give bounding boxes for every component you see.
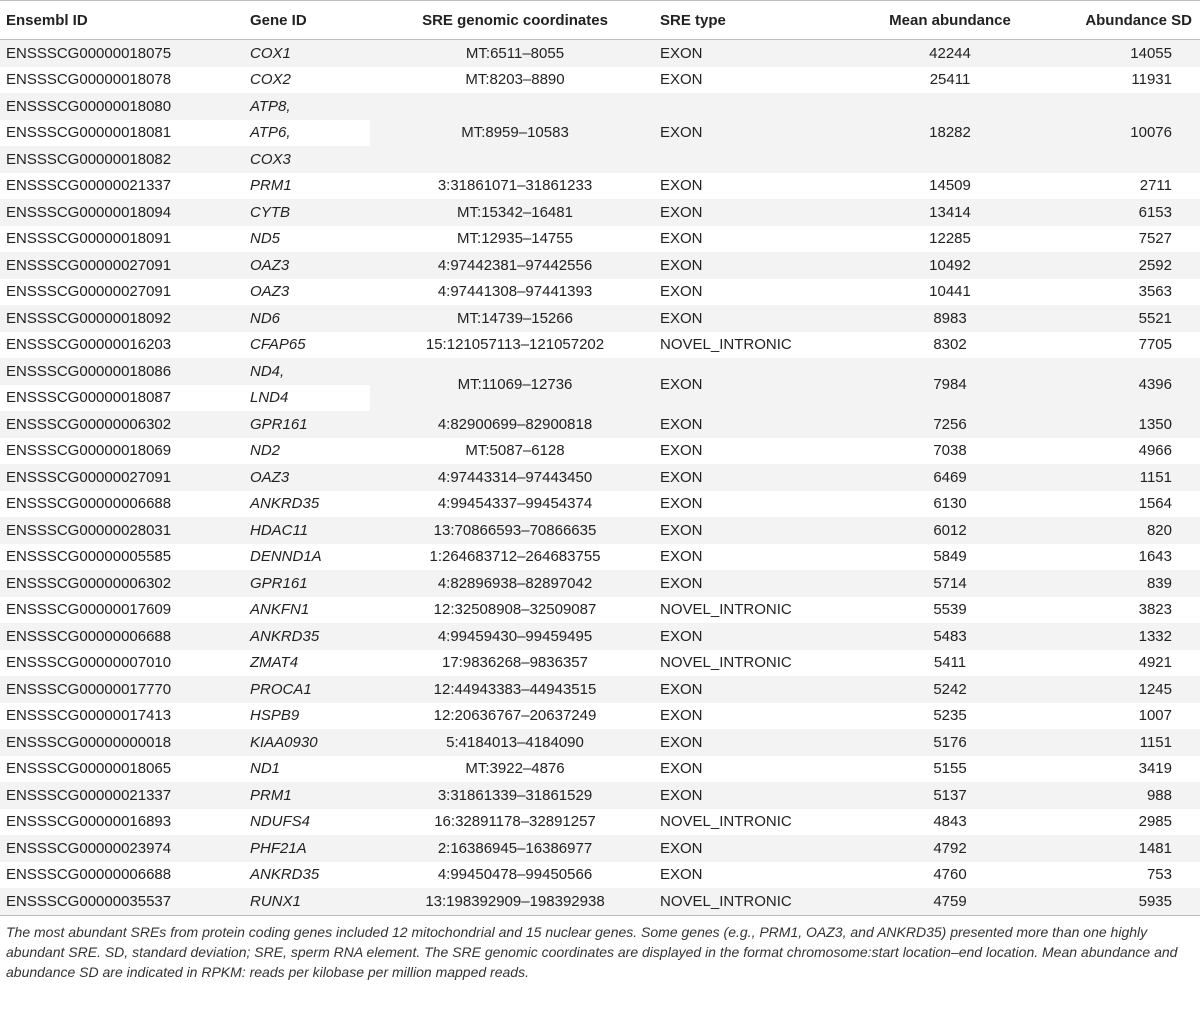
gene-id-cell: ND4, [250,358,370,385]
gene-id-cell: COX1 [250,40,370,67]
table-row [0,358,1200,385]
coordinates-cell: MT:12935–14755 [370,226,660,253]
ensembl-id-cell: ENSSSCG00000018065 [0,756,250,783]
sre-type-cell: EXON [660,491,860,518]
table-row [0,862,1200,889]
gene-id-cell: COX2 [250,67,370,94]
gene-id-cell: DENND1A [250,544,370,571]
abundance-sd-cell: 988 [1040,782,1200,809]
mean-abundance-cell: 7256 [860,411,1040,438]
abundance-sd-cell: 5935 [1040,888,1200,915]
mean-abundance-cell: 5411 [860,650,1040,677]
table-row [0,623,1200,650]
table-row [0,438,1200,465]
mean-abundance-cell: 4759 [860,888,1040,915]
column-header-gene-id: Gene ID [250,1,370,40]
sre-type-cell: EXON [660,199,860,226]
ensembl-id-cell: ENSSSCG00000021337 [0,782,250,809]
sre-type-cell: EXON [660,729,860,756]
coordinates-cell: 3:31861071–31861233 [370,173,660,200]
coordinates-cell: 5:4184013–4184090 [370,729,660,756]
sre-type-cell: NOVEL_INTRONIC [660,332,860,359]
coordinates-cell: 12:32508908–32509087 [370,597,660,624]
ensembl-id-cell: ENSSSCG00000027091 [0,252,250,279]
coordinates-cell: 2:16386945–16386977 [370,835,660,862]
table-body [0,40,1200,916]
gene-id-cell: CYTB [250,199,370,226]
table-row [0,835,1200,862]
gene-id-cell: HDAC11 [250,517,370,544]
coordinates-cell: MT:3922–4876 [370,756,660,783]
gene-id-cell: ATP6, [250,120,370,147]
gene-id-cell: ATP8, [250,93,370,120]
ensembl-id-cell: ENSSSCG00000018094 [0,199,250,226]
gene-id-cell: KIAA0930 [250,729,370,756]
coordinates-cell: MT:5087–6128 [370,438,660,465]
sre-type-cell: EXON [660,279,860,306]
coordinates-cell: 13:70866593–70866635 [370,517,660,544]
gene-id-cell: ANKRD35 [250,491,370,518]
abundance-sd-cell: 1151 [1040,729,1200,756]
mean-abundance-cell: 5235 [860,703,1040,730]
gene-id-cell: COX3 [250,146,370,173]
abundance-sd-cell: 2711 [1040,173,1200,200]
ensembl-id-cell: ENSSSCG00000018075 [0,40,250,67]
coordinates-cell: 4:97443314–97443450 [370,464,660,491]
table-row [0,544,1200,571]
gene-id-cell: PRM1 [250,782,370,809]
coordinates-cell: MT:14739–15266 [370,305,660,332]
table-row [0,597,1200,624]
table-row [0,517,1200,544]
table-row [0,809,1200,836]
mean-abundance-cell: 6130 [860,491,1040,518]
ensembl-id-cell: ENSSSCG00000016203 [0,332,250,359]
table-row [0,199,1200,226]
mean-abundance-cell: 5155 [860,756,1040,783]
ensembl-id-cell: ENSSSCG00000018086 [0,358,250,385]
mean-abundance-cell: 5137 [860,782,1040,809]
ensembl-id-cell: ENSSSCG00000017770 [0,676,250,703]
gene-id-cell: OAZ3 [250,464,370,491]
mean-abundance-cell: 25411 [860,67,1040,94]
ensembl-id-cell: ENSSSCG00000023974 [0,835,250,862]
abundance-sd-cell: 4966 [1040,438,1200,465]
gene-id-cell: ANKRD35 [250,623,370,650]
table-row [0,332,1200,359]
mean-abundance-cell: 12285 [860,226,1040,253]
abundance-sd-cell: 1007 [1040,703,1200,730]
coordinates-cell: MT:8203–8890 [370,67,660,94]
abundance-sd-cell: 1245 [1040,676,1200,703]
sre-type-cell: EXON [660,358,860,411]
gene-id-cell: ANKFN1 [250,597,370,624]
sre-type-cell: EXON [660,464,860,491]
mean-abundance-cell: 42244 [860,40,1040,67]
mean-abundance-cell: 4760 [860,862,1040,889]
abundance-sd-cell: 4921 [1040,650,1200,677]
sre-type-cell: EXON [660,756,860,783]
table-row [0,729,1200,756]
mean-abundance-cell: 7038 [860,438,1040,465]
mean-abundance-cell: 10441 [860,279,1040,306]
mean-abundance-cell: 5714 [860,570,1040,597]
ensembl-id-cell: ENSSSCG00000006688 [0,623,250,650]
sre-type-cell: NOVEL_INTRONIC [660,597,860,624]
mean-abundance-cell: 4792 [860,835,1040,862]
abundance-sd-cell: 11931 [1040,67,1200,94]
coordinates-cell: 4:97442381–97442556 [370,252,660,279]
mean-abundance-cell: 5176 [860,729,1040,756]
ensembl-id-cell: ENSSSCG00000018080 [0,93,250,120]
abundance-sd-cell: 2985 [1040,809,1200,836]
ensembl-id-cell: ENSSSCG00000000018 [0,729,250,756]
abundance-sd-cell: 1332 [1040,623,1200,650]
sre-type-cell: EXON [660,623,860,650]
coordinates-cell: 1:264683712–264683755 [370,544,660,571]
ensembl-id-cell: ENSSSCG00000005585 [0,544,250,571]
mean-abundance-cell: 5849 [860,544,1040,571]
coordinates-cell: 3:31861339–31861529 [370,782,660,809]
ensembl-id-cell: ENSSSCG00000027091 [0,279,250,306]
gene-id-cell: PHF21A [250,835,370,862]
mean-abundance-cell: 10492 [860,252,1040,279]
sre-type-cell: EXON [660,411,860,438]
sre-type-cell: EXON [660,570,860,597]
ensembl-id-cell: ENSSSCG00000006302 [0,411,250,438]
ensembl-id-cell: ENSSSCG00000021337 [0,173,250,200]
coordinates-cell: 12:20636767–20637249 [370,703,660,730]
gene-id-cell: LND4 [250,385,370,412]
gene-id-cell: ND1 [250,756,370,783]
coordinates-cell: 4:97441308–97441393 [370,279,660,306]
sre-type-cell: EXON [660,252,860,279]
gene-id-cell: ZMAT4 [250,650,370,677]
gene-id-cell: ANKRD35 [250,862,370,889]
coordinates-cell: 4:82896938–82897042 [370,570,660,597]
column-header-abundance-sd: Abundance SD [1040,1,1200,40]
table-row [0,888,1200,915]
ensembl-id-cell: ENSSSCG00000018078 [0,67,250,94]
sre-type-cell: EXON [660,305,860,332]
abundance-sd-cell: 3563 [1040,279,1200,306]
ensembl-id-cell: ENSSSCG00000018092 [0,305,250,332]
sre-type-cell: EXON [660,544,860,571]
coordinates-cell: 17:9836268–9836357 [370,650,660,677]
mean-abundance-cell: 6012 [860,517,1040,544]
table-row [0,570,1200,597]
ensembl-id-cell: ENSSSCG00000006302 [0,570,250,597]
ensembl-id-cell: ENSSSCG00000007010 [0,650,250,677]
coordinates-cell: 16:32891178–32891257 [370,809,660,836]
table-row [0,756,1200,783]
table-row [0,305,1200,332]
ensembl-id-cell: ENSSSCG00000006688 [0,491,250,518]
coordinates-cell: MT:6511–8055 [370,40,660,67]
gene-id-cell: ND6 [250,305,370,332]
table-row [0,173,1200,200]
sre-type-cell: EXON [660,703,860,730]
abundance-sd-cell: 14055 [1040,40,1200,67]
column-header-sre-coordinates: SRE genomic coordinates [370,1,660,40]
abundance-sd-cell: 2592 [1040,252,1200,279]
gene-id-cell: OAZ3 [250,279,370,306]
sre-type-cell: EXON [660,782,860,809]
abundance-sd-cell: 1481 [1040,835,1200,862]
mean-abundance-cell: 5483 [860,623,1040,650]
ensembl-id-cell: ENSSSCG00000018087 [0,385,250,412]
coordinates-cell: 4:99454337–99454374 [370,491,660,518]
ensembl-id-cell: ENSSSCG00000006688 [0,862,250,889]
sre-type-cell: EXON [660,226,860,253]
abundance-sd-cell: 820 [1040,517,1200,544]
coordinates-cell: 15:121057113–121057202 [370,332,660,359]
sre-type-cell: EXON [660,676,860,703]
sre-type-cell: NOVEL_INTRONIC [660,650,860,677]
mean-abundance-cell: 4843 [860,809,1040,836]
ensembl-id-cell: ENSSSCG00000018091 [0,226,250,253]
ensembl-id-cell: ENSSSCG00000035537 [0,888,250,915]
coordinates-cell: 12:44943383–44943515 [370,676,660,703]
gene-id-cell: CFAP65 [250,332,370,359]
table-row [0,782,1200,809]
sre-type-cell: EXON [660,862,860,889]
coordinates-cell: MT:11069–12736 [370,358,660,411]
sre-type-cell: EXON [660,67,860,94]
table-row [0,491,1200,518]
mean-abundance-cell: 18282 [860,93,1040,173]
mean-abundance-cell: 13414 [860,199,1040,226]
table-row [0,67,1200,94]
mean-abundance-cell: 8302 [860,332,1040,359]
abundance-sd-cell: 753 [1040,862,1200,889]
gene-id-cell: OAZ3 [250,252,370,279]
gene-id-cell: NDUFS4 [250,809,370,836]
sre-type-cell: EXON [660,438,860,465]
ensembl-id-cell: ENSSSCG00000018081 [0,120,250,147]
sre-type-cell: NOVEL_INTRONIC [660,888,860,915]
gene-id-cell: GPR161 [250,411,370,438]
column-header-ensembl-id: Ensembl ID [0,1,250,40]
abundance-sd-cell: 839 [1040,570,1200,597]
column-header-sre-type: SRE type [660,1,860,40]
table-footnote: The most abundant SREs from protein coding genes included 12 mitochondrial and 15 nuclear genes. Some genes (e.g., PRM1, OAZ3, and ANKRD35) presented more than one highly abundant SRE. SD, standard deviation; SRE, sperm RNA element. The SRE genomic coordinates are displayed in the format chromosome:start location–end location. Mean abundance and abundance SD are indicated in RPKM: reads per kilobase per million mapped reads. [6,923,1178,980]
abundance-sd-cell: 7527 [1040,226,1200,253]
mean-abundance-cell: 5242 [860,676,1040,703]
gene-id-cell: RUNX1 [250,888,370,915]
coordinates-cell: 13:198392909–198392938 [370,888,660,915]
ensembl-id-cell: ENSSSCG00000028031 [0,517,250,544]
table-row [0,93,1200,120]
ensembl-id-cell: ENSSSCG00000016893 [0,809,250,836]
table-row [0,252,1200,279]
gene-id-cell: PROCA1 [250,676,370,703]
coordinates-cell: 4:82900699–82900818 [370,411,660,438]
sre-type-cell: EXON [660,93,860,173]
table-row [0,650,1200,677]
gene-id-cell: ND2 [250,438,370,465]
table-row [0,226,1200,253]
table-row [0,676,1200,703]
abundance-sd-cell: 4396 [1040,358,1200,411]
table-header-row [0,1,1200,40]
table-row [0,464,1200,491]
gene-id-cell: GPR161 [250,570,370,597]
coordinates-cell: 4:99459430–99459495 [370,623,660,650]
sre-type-cell: EXON [660,517,860,544]
abundance-sd-cell: 1564 [1040,491,1200,518]
table-row [0,279,1200,306]
abundance-sd-cell: 3823 [1040,597,1200,624]
abundance-sd-cell: 6153 [1040,199,1200,226]
mean-abundance-cell: 14509 [860,173,1040,200]
ensembl-id-cell: ENSSSCG00000017609 [0,597,250,624]
table-row [0,411,1200,438]
gene-id-cell: PRM1 [250,173,370,200]
coordinates-cell: MT:15342–16481 [370,199,660,226]
abundance-sd-cell: 1151 [1040,464,1200,491]
sre-type-cell: NOVEL_INTRONIC [660,809,860,836]
abundance-sd-cell: 1643 [1040,544,1200,571]
column-header-mean-abundance: Mean abundance [860,1,1040,40]
sre-type-cell: EXON [660,40,860,67]
gene-id-cell: ND5 [250,226,370,253]
abundance-sd-cell: 1350 [1040,411,1200,438]
ensembl-id-cell: ENSSSCG00000018069 [0,438,250,465]
mean-abundance-cell: 7984 [860,358,1040,411]
coordinates-cell: MT:8959–10583 [370,93,660,173]
mean-abundance-cell: 5539 [860,597,1040,624]
ensembl-id-cell: ENSSSCG00000017413 [0,703,250,730]
gene-id-cell: HSPB9 [250,703,370,730]
ensembl-id-cell: ENSSSCG00000027091 [0,464,250,491]
coordinates-cell: 4:99450478–99450566 [370,862,660,889]
abundance-sd-cell: 7705 [1040,332,1200,359]
abundance-sd-cell: 5521 [1040,305,1200,332]
mean-abundance-cell: 8983 [860,305,1040,332]
abundance-sd-cell: 3419 [1040,756,1200,783]
sre-type-cell: EXON [660,835,860,862]
abundance-sd-cell: 10076 [1040,93,1200,173]
ensembl-id-cell: ENSSSCG00000018082 [0,146,250,173]
sre-type-cell: EXON [660,173,860,200]
table-row [0,40,1200,67]
table-row [0,703,1200,730]
mean-abundance-cell: 6469 [860,464,1040,491]
